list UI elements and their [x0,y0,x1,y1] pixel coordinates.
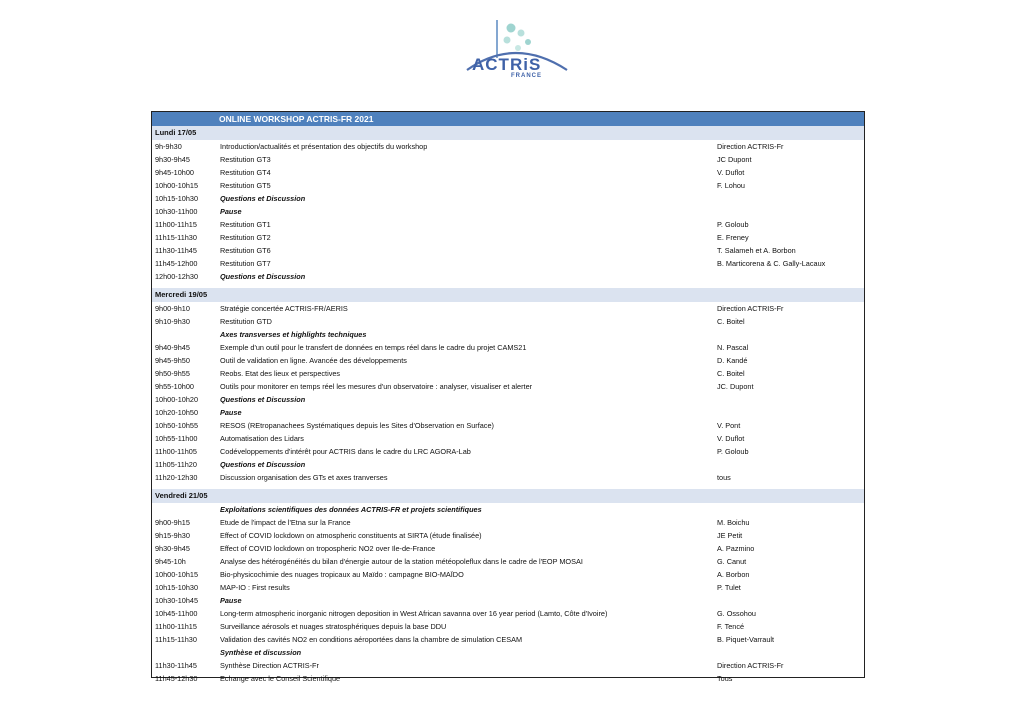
session-time [152,646,220,659]
session-time: 9h00-9h15 [155,518,190,527]
table-row [152,620,864,633]
session-time: 10h50-10h55 [155,421,199,430]
session-title: Effect of COVID lockdown on atmospheric constituents at SIRTA (étude finalisée) [220,531,482,540]
session-title: Analyse des hétérogénéités du bilan d'énergie autour de la station météopoleflux dans le cadre de l'EOP MOSAI [220,557,583,566]
session-time: 11h15-11h30 [155,233,197,242]
table-row [152,393,864,406]
session-title: Questions et Discussion [220,460,306,469]
day-header: Mercredi 19/05 [152,288,864,302]
session-time: 9h45-9h50 [155,356,190,365]
session-time [152,503,220,516]
session-speaker: T. Salameh et A. Borbon [717,246,796,255]
session-title: Effect of COVID lockdown on tropospheric NO2 over Ile-de-France [220,544,436,553]
table-row [152,659,864,672]
session-speaker: V. Duflot [717,168,745,177]
session-time: 10h30-10h45 [155,596,199,605]
table-row [152,140,864,153]
table-row [152,458,864,471]
session-speaker: G. Ossohou [717,609,756,618]
session-speaker: P. Tulet [717,583,741,592]
session-time: 10h30-11h00 [155,207,198,216]
session-time: 11h00-11h05 [155,447,197,456]
session-title: Exploitations scientifiques des données ACTRIS-FR et projets scientifiques [220,505,482,514]
session-speaker: V. Duflot [717,434,745,443]
table-row [152,594,864,607]
session-title: Outils pour monitorer en temps réel les mesures d'un observatoire : analyser, visualiser et alerter [220,382,533,391]
session-speaker: D. Kandé [717,356,748,365]
session-time: 10h45-11h00 [155,609,198,618]
session-title: Axes transverses et highlights techniques [220,330,367,339]
session-speaker: tous [717,473,731,482]
table-row [152,555,864,568]
session-speaker: F. Lohou [717,181,745,190]
table-row [152,231,864,244]
session-speaker: JE Petit [717,531,743,540]
session-title: Questions et Discussion [220,272,306,281]
programme-days [152,126,864,685]
table-row [152,542,864,555]
session-time: 11h30-11h45 [155,661,197,670]
table-row [152,568,864,581]
actris-logo [455,18,575,86]
day-header: Vendredi 21/05 [152,489,864,503]
session-title: Restitution GT5 [220,181,271,190]
logo-wordmark: ACTRiS [472,55,542,74]
table-row [152,218,864,231]
session-title: Echange avec le Conseil Scientifique [220,674,341,683]
table-row [152,529,864,542]
session-time: 10h55-11h00 [155,434,198,443]
session-time: 9h45-10h [155,557,186,566]
session-speaker [717,205,864,218]
table-row [152,257,864,270]
session-title: Pause [220,408,242,417]
session-title: Restitution GT3 [220,155,271,164]
table-row [152,354,864,367]
session-title: Questions et Discussion [220,194,306,203]
session-time: 10h00-10h15 [155,181,199,190]
session-time: 11h30-11h45 [155,246,197,255]
session-speaker: E. Freney [717,233,749,242]
table-row [152,315,864,328]
table-row [152,406,864,419]
session-speaker [717,192,864,205]
session-time [152,328,220,341]
table-row [152,672,864,685]
session-speaker: C. Boitel [717,369,745,378]
session-title: Bio-physicochimie des nuages tropicaux au Maïdo : campagne BIO-MAÏDO [220,570,464,579]
session-time: 10h15-10h30 [155,194,199,203]
table-row [152,633,864,646]
session-time: 9h50-9h55 [155,369,190,378]
session-time: 11h00-11h15 [155,220,197,229]
session-title: Pause [220,596,242,605]
session-time: 9h-9h30 [155,142,182,151]
session-time: 10h00-10h20 [155,395,199,404]
table-row [152,581,864,594]
session-speaker: JC. Dupont [717,382,754,391]
session-title: Restitution GT2 [220,233,271,242]
session-time: 11h45-12h00 [155,259,198,268]
session-title: Etude de l'impact de l'Etna sur la France [220,518,351,527]
session-title: Outil de validation en ligne. Avancée des développements [220,356,407,365]
table-row [152,607,864,620]
session-title: Long-term atmospheric inorganic nitrogen deposition in West African savanna over 16 year period (Lamto, Côte d'Ivoire) [220,609,608,618]
session-speaker [717,646,864,659]
session-speaker [717,503,864,516]
table-row [152,328,864,341]
session-title: Validation des cavités NO2 en conditions aéroportées dans la chambre de simulation CESAM [220,635,523,644]
session-speaker: N. Pascal [717,343,749,352]
table-row [152,432,864,445]
session-time: 9h40-9h45 [155,343,190,352]
session-title: Restitution GT6 [220,246,271,255]
session-speaker: A. Pazmino [717,544,755,553]
session-time: 9h10-9h30 [155,317,190,326]
session-title: Restitution GT1 [220,220,271,229]
session-time: 9h00-9h10 [155,304,190,313]
session-speaker: B. Piquet-Varrault [717,635,775,644]
table-row [152,367,864,380]
session-speaker: G. Canut [717,557,747,566]
session-title: Introduction/actualités et présentation des objectifs du workshop [220,142,428,151]
table-row [152,192,864,205]
table-row [152,445,864,458]
session-speaker: JC Dupont [717,155,752,164]
session-title: RESOS (REtropanachees Systématiques depuis les Sites d'Observation en Surface) [220,421,494,430]
table-row [152,471,864,484]
session-speaker: C. Boitel [717,317,745,326]
session-time: 11h00-11h15 [155,622,197,631]
session-speaker: Tous [717,674,733,683]
workshop-programme-table [151,111,865,683]
session-speaker: F. Tencé [717,622,745,631]
session-speaker: P. Goloub [717,447,749,456]
session-title: Synthèse et discussion [220,648,302,657]
session-time: 9h45-10h00 [155,168,194,177]
session-time: 11h20-12h30 [155,473,198,482]
session-title: Reobs. Etat des lieux et perspectives [220,369,341,378]
session-time: 9h30-9h45 [155,155,190,164]
table-row [152,419,864,432]
session-time: 11h45-12h30 [155,674,198,683]
day-header: Lundi 17/05 [152,126,864,140]
session-title: Questions et Discussion [220,395,306,404]
session-speaker: A. Borbon [717,570,750,579]
table-row [152,153,864,166]
session-time: 11h15-11h30 [155,635,197,644]
session-speaker: B. Marticorena & C. Gally-Lacaux [717,259,826,268]
table-row [152,503,864,516]
table-row [152,302,864,315]
session-title: Restitution GT7 [220,259,271,268]
session-title: Exemple d'un outil pour le transfert de données en temps réel dans le cadre du projet CAMS21 [220,343,527,352]
session-speaker: M. Boichu [717,518,750,527]
session-title: Restitution GT4 [220,168,271,177]
table-row [152,244,864,257]
session-title: Synthèse Direction ACTRIS-Fr [220,661,319,670]
session-title: MAP-IO : First results [220,583,290,592]
session-speaker [717,393,864,406]
session-speaker [717,328,864,341]
table-row [152,646,864,659]
session-time: 10h00-10h15 [155,570,199,579]
session-speaker [717,406,864,419]
session-title: Surveillance aérosols et nuages stratosphériques depuis la base DDU [220,622,447,631]
session-speaker: V. Pont [717,421,741,430]
session-time: 9h15-9h30 [155,531,190,540]
logo-subtitle: FRANCE [511,73,542,79]
session-title: Discussion organisation des GTs et axes tranverses [220,473,388,482]
session-time: 10h20-10h50 [155,408,199,417]
session-time: 9h55-10h00 [155,382,194,391]
session-speaker: Direction ACTRIS-Fr [717,661,784,670]
session-title: Stratégie concertée ACTRIS-FR/AERIS [220,304,348,313]
session-time: 12h00-12h30 [155,272,199,281]
session-time: 9h30-9h45 [155,544,190,553]
table-title: ONLINE WORKSHOP ACTRIS-FR 2021 [152,112,864,126]
session-speaker: P. Goloub [717,220,749,229]
session-title: Restitution GTD [220,317,272,326]
session-title: Automatisation des Lidars [220,434,304,443]
session-time: 10h15-10h30 [155,583,199,592]
table-row [152,516,864,529]
table-row [152,380,864,393]
table-row [152,205,864,218]
table-row [152,270,864,283]
table-row [152,341,864,354]
session-speaker [717,270,864,283]
session-speaker [717,594,864,607]
session-speaker: Direction ACTRIS-Fr [717,304,784,313]
session-speaker: Direction ACTRIS-Fr [717,142,784,151]
table-row [152,179,864,192]
table-row [152,166,864,179]
session-title: Pause [220,207,242,216]
session-speaker [717,458,864,471]
session-time: 11h05-11h20 [155,460,197,469]
session-title: Codéveloppements d'intérêt pour ACTRIS dans le cadre du LRC AGORA-Lab [220,447,471,456]
